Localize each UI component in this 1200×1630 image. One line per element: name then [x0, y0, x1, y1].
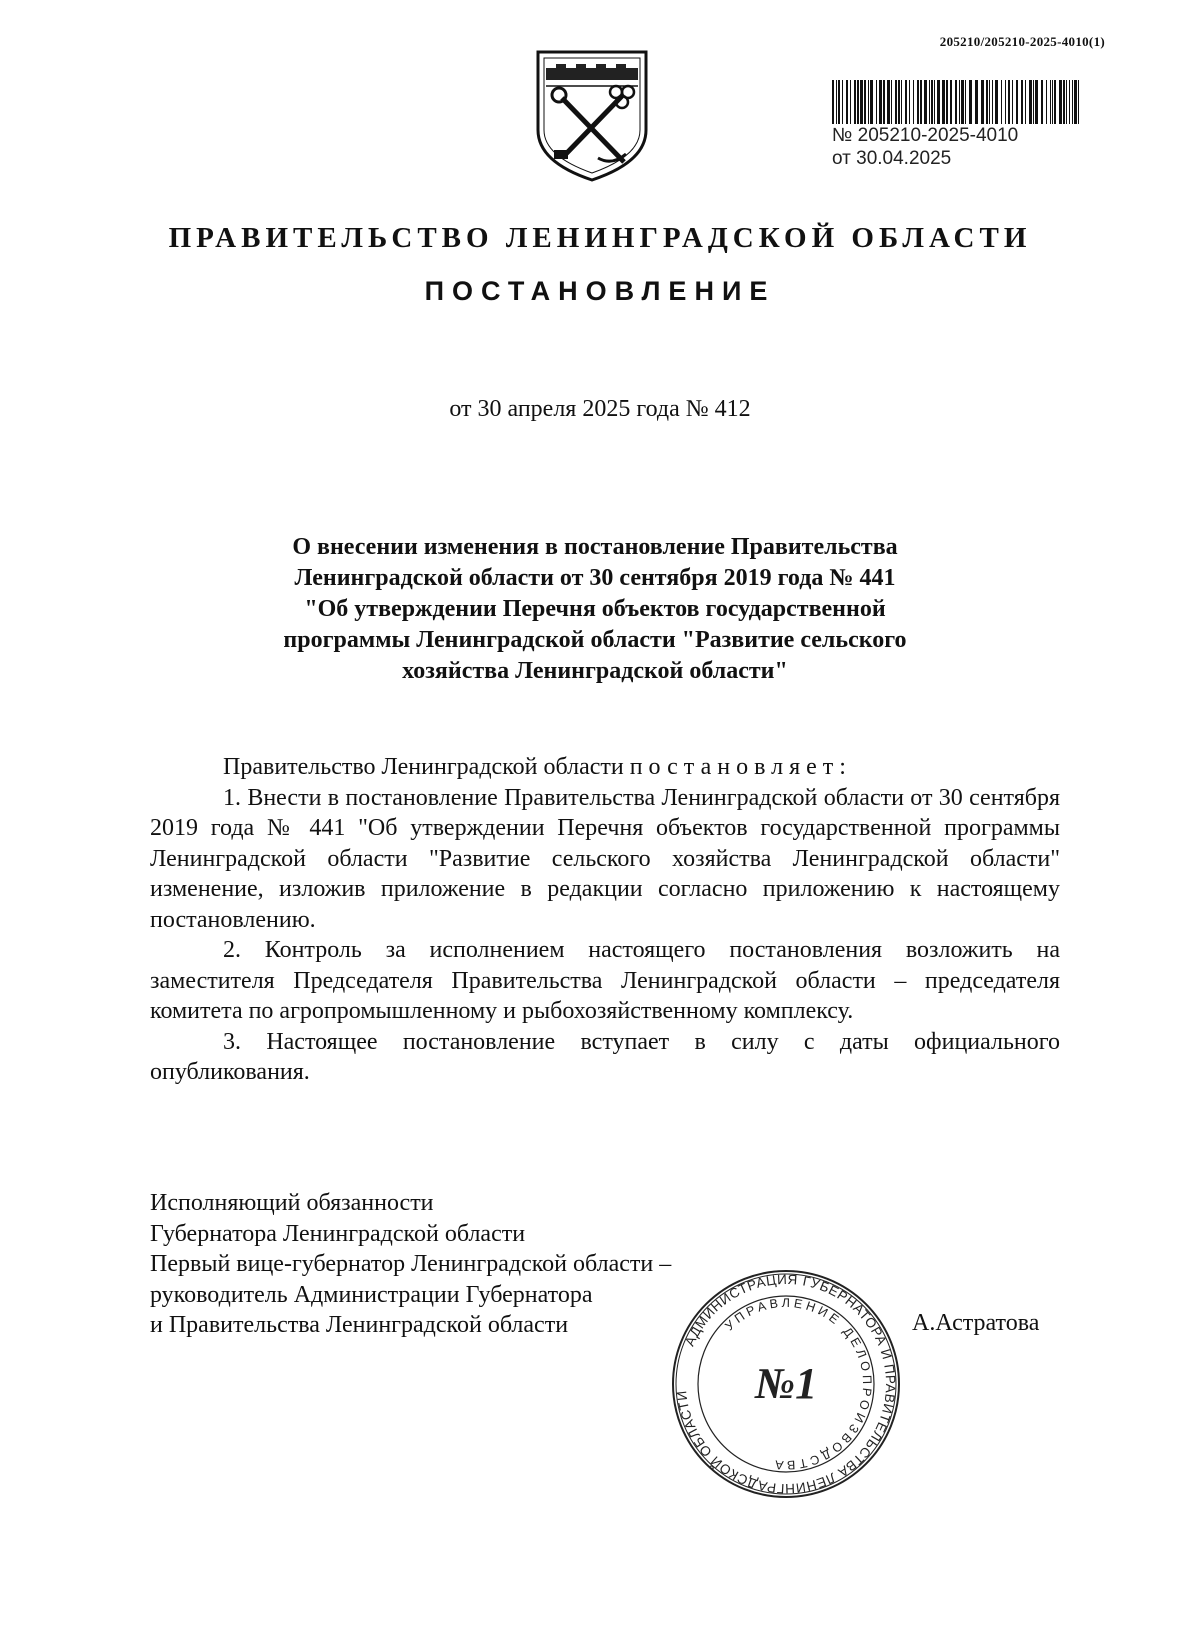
barcode-bar — [1074, 80, 1077, 124]
barcode-bar — [842, 80, 843, 124]
subject-line: Ленинградской области от 30 сентября 2019 года № 441 — [294, 565, 896, 591]
barcode-bar — [879, 80, 882, 124]
registration-date: от 30.04.2025 — [832, 148, 952, 169]
document-id: 205210/205210-2025-4010(1) — [939, 34, 1105, 49]
signature-line: Первый вице-губернатор Ленинградской области – — [150, 1251, 672, 1277]
barcode-bar — [965, 80, 966, 124]
barcode-bar — [854, 80, 856, 124]
barcode-bar — [959, 80, 960, 124]
registration-block — [832, 80, 1087, 170]
barcode-bar — [1001, 80, 1002, 124]
body-item-2: 2. Контроль за исполнением настоящего постановления возложить на заместителя Председателя Правительства Ленинградской области – председателя комитета по агропромышленному и рыбохозяйственному комплексу. — [150, 937, 1060, 1024]
barcode-bar — [887, 80, 890, 124]
intro-prefix: Правительство Ленинградской области — [223, 754, 624, 780]
barcode-bar — [868, 80, 869, 124]
intro-resolves: постановляет: — [629, 754, 852, 780]
barcode-bar — [1008, 80, 1010, 124]
barcode-bar — [924, 80, 927, 124]
stamp-outer-text: АДМИНИСТРАЦИЯ ГУБЕРНАТОРА И ПРАВИТЕЛЬСТВА ЛЕНИНГРАДСКОЙ ОБЛАСТИ — [674, 1271, 899, 1497]
barcode-bar — [981, 80, 984, 124]
barcode-bar — [870, 80, 873, 124]
stamp-center-text: №1 — [754, 1359, 818, 1408]
barcode-bar — [1050, 80, 1051, 124]
government-title: ПРАВИТЕЛЬСТВО ЛЕНИНГРАДСКОЙ ОБЛАСТИ — [168, 222, 1032, 254]
registration-number: № 205210-2025-4010 — [832, 125, 1019, 146]
barcode-bar — [913, 80, 914, 124]
barcode-bar — [1063, 80, 1065, 124]
subject-line: программы Ленинградской области "Развитие сельского — [283, 627, 907, 653]
barcode-bar — [989, 80, 990, 124]
barcode-bar — [950, 80, 952, 124]
signature-line: и Правительства Ленинградской области — [150, 1312, 569, 1338]
body-item-1: 1. Внести в постановление Правительства Ленинградской области от 30 сентября 2019 года № 441 "Об утверждении Перечня объектов государственной программы Ленинградской области "Развитие сельского хозяйства Ленинградской области" изменение, изложив приложение в редакции согласно приложению к настоящему постановлению. — [150, 784, 1060, 933]
barcode-bar — [946, 80, 948, 124]
decree-subject — [200, 532, 990, 687]
barcode-bar — [995, 80, 998, 124]
barcode-bar — [876, 80, 877, 124]
body-intro — [150, 752, 1060, 783]
barcode-bar — [838, 80, 840, 124]
barcode-bar — [836, 80, 837, 124]
barcode-bar — [1029, 80, 1032, 124]
stamp-inner-text: УПРАВЛЕНИЕ ДЕЛОПРОИЗВОДСТВА — [722, 1295, 875, 1473]
subject-line: "Об утверждении Перечня объектов государственной — [304, 596, 886, 622]
barcode-bar — [850, 80, 851, 124]
barcode-bar — [891, 80, 892, 124]
barcode-bar — [934, 80, 935, 124]
subject-line: О внесении изменения в постановление Правительства — [292, 534, 898, 560]
signature-line: руководитель Администрации Губернатора — [150, 1281, 593, 1308]
barcode-bar — [1033, 80, 1034, 124]
barcode-bar — [975, 80, 978, 124]
barcode-bar — [942, 80, 945, 124]
barcode-bar — [1072, 80, 1073, 124]
barcode-bar — [857, 80, 859, 124]
coat-of-arms-icon — [532, 46, 652, 184]
decree-title: ПОСТАНОВЛЕНИЕ — [424, 276, 776, 306]
barcode-bar — [1012, 80, 1013, 124]
barcode-bar — [1069, 80, 1070, 124]
barcode-bar — [860, 80, 863, 124]
barcode-bar — [1052, 80, 1053, 124]
barcode-bar — [864, 80, 866, 124]
barcode-icon — [832, 80, 1082, 124]
signer-name: А.Астратова — [912, 1310, 1040, 1336]
barcode-bar — [992, 80, 993, 124]
subject-line: хозяйства Ленинградской области" — [402, 658, 788, 684]
barcode-bar — [1025, 80, 1026, 124]
barcode-bar — [909, 80, 910, 124]
signature-line: Губернатора Ленинградской области — [150, 1220, 526, 1247]
barcode-bar — [1059, 80, 1062, 124]
barcode-bar — [901, 80, 902, 124]
barcode-bar — [1021, 80, 1023, 124]
barcode-bar — [1016, 80, 1018, 124]
barcode-bar — [955, 80, 957, 124]
official-stamp — [670, 1268, 902, 1500]
barcode-bar — [1066, 80, 1067, 124]
barcode-bar — [1078, 80, 1079, 124]
barcode-bar — [1035, 80, 1038, 124]
barcode-bar — [895, 80, 897, 124]
signature-line: Исполняющий обязанности — [150, 1190, 434, 1216]
decree-body — [150, 752, 1060, 1088]
body-item-3: 3. Настоящее постановление вступает в силу с даты официального опубликования. — [150, 1028, 1060, 1085]
barcode-bar — [1041, 80, 1043, 124]
barcode-bar — [931, 80, 933, 124]
barcode-bar — [898, 80, 900, 124]
decree-date-number: от 30 апреля 2025 года № 412 — [449, 396, 751, 422]
barcode-bar — [905, 80, 907, 124]
barcode-bar — [937, 80, 940, 124]
barcode-bar — [832, 80, 834, 124]
barcode-bar — [1046, 80, 1047, 124]
barcode-bar — [846, 80, 848, 124]
barcode-bar — [929, 80, 930, 124]
barcode-bar — [961, 80, 964, 124]
barcode-bar — [1054, 80, 1056, 124]
barcode-bar — [883, 80, 885, 124]
barcode-bar — [969, 80, 972, 124]
barcode-bar — [917, 80, 919, 124]
barcode-bar — [1005, 80, 1006, 124]
barcode-bar — [986, 80, 988, 124]
barcode-bar — [920, 80, 922, 124]
